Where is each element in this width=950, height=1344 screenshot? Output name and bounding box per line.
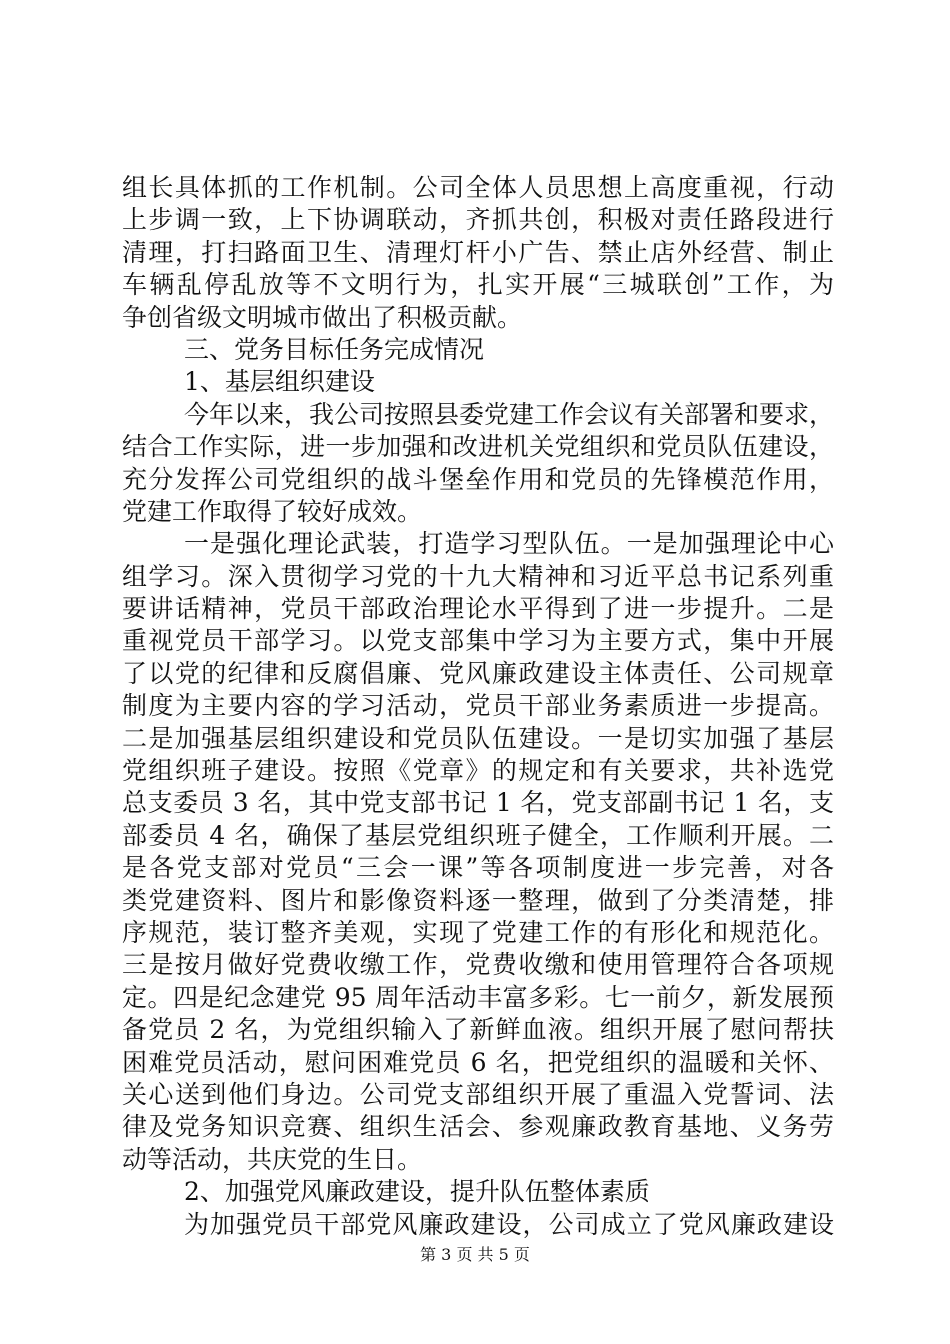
text-line: 定。四是纪念建党 95 周年活动丰富多彩。七一前夕，新发展预: [122, 982, 834, 1012]
text-line: 动等活动，共庆党的生日。: [122, 1144, 423, 1174]
document-body: [122, 172, 834, 1241]
text-line: 是各党支部对党员“三会一课”等各项制度进一步完善，对各: [122, 853, 834, 883]
text-line: 车辆乱停乱放等不文明行为，扎实开展“三城联创”工作，为: [122, 270, 834, 300]
text-line: 要讲话精神，党员干部政治理论水平得到了进一步提升。二是: [122, 594, 834, 624]
text-line: 党建工作取得了较好成效。: [122, 496, 423, 526]
text-line: 制度为主要内容的学习活动，党员干部业务素质进一步提高。: [122, 691, 834, 721]
text-line: 序规范，装订整齐美观，实现了党建工作的有形化和规范化。: [122, 917, 834, 947]
text-line: 二是加强基层组织建设和党员队伍建设。一是切实加强了基层: [122, 723, 834, 753]
text-line: 组长具体抓的工作机制。公司全体人员思想上高度重视，行动: [122, 173, 834, 202]
text-line: 律及党务知识竞赛、组织生活会、参观廉政教育基地、义务劳: [122, 1112, 834, 1142]
text-line: 了以党的纪律和反腐倡廉、党风廉政建设主体责任、公司规章: [122, 658, 834, 688]
text-line: 结合工作实际，进一步加强和改进机关党组织和党员队伍建设，: [122, 432, 834, 462]
text-line: 充分发挥公司党组织的战斗堡垒作用和党员的先锋模范作用，: [122, 464, 834, 494]
text-line: 党组织班子建设。按照《党章》的规定和有关要求，共补选党: [122, 756, 834, 786]
text-line: 重视党员干部学习。以党支部集中学习为主要方式，集中开展: [122, 626, 834, 656]
page-footer: 第 3 页 共 5 页: [420, 1245, 530, 1264]
text-line: 关心送到他们身边。公司党支部组织开展了重温入党誓词、法: [122, 1079, 834, 1109]
text-line: 类党建资料、图片和影像资料逐一整理，做到了分类清楚，排: [122, 885, 834, 915]
text-line: 备党员 2 名，为党组织输入了新鲜血液。组织开展了慰问帮扶: [122, 1015, 834, 1045]
section-heading: 三、党务目标任务完成情况: [184, 334, 485, 364]
text-line: 一是强化理论武装，打造学习型队伍。一是加强理论中心: [184, 529, 834, 559]
text-line: 清理，打扫路面卫生、清理灯杆小广告、禁止店外经营、制止: [122, 237, 834, 267]
section-heading: 1、基层组织建设: [184, 367, 375, 397]
section-heading: 2、加强党风廉政建设，提升队伍整体素质: [184, 1177, 650, 1207]
text-line: 为加强党员干部党风廉政建设，公司成立了党风廉政建设: [184, 1209, 834, 1239]
text-line: 总支委员 3 名，其中党支部书记 1 名，党支部副书记 1 名，支: [122, 788, 834, 818]
text-line: 三是按月做好党费收缴工作，党费收缴和使用管理符合各项规: [122, 950, 834, 980]
text-line: 争创省级文明城市做出了积极贡献。: [122, 302, 523, 332]
text-line: 上步调一致，上下协调联动，齐抓共创，积极对责任路段进行: [122, 205, 834, 235]
text-line: 部委员 4 名，确保了基层党组织班子健全，工作顺利开展。二: [122, 820, 834, 850]
text-line: 困难党员活动，慰问困难党员 6 名，把党组织的温暖和关怀、: [122, 1047, 834, 1077]
text-line: 组学习。深入贯彻学习党的十九大精神和习近平总书记系列重: [122, 561, 834, 591]
text-line: 今年以来，我公司按照县委党建工作会议有关部署和要求，: [184, 399, 834, 429]
